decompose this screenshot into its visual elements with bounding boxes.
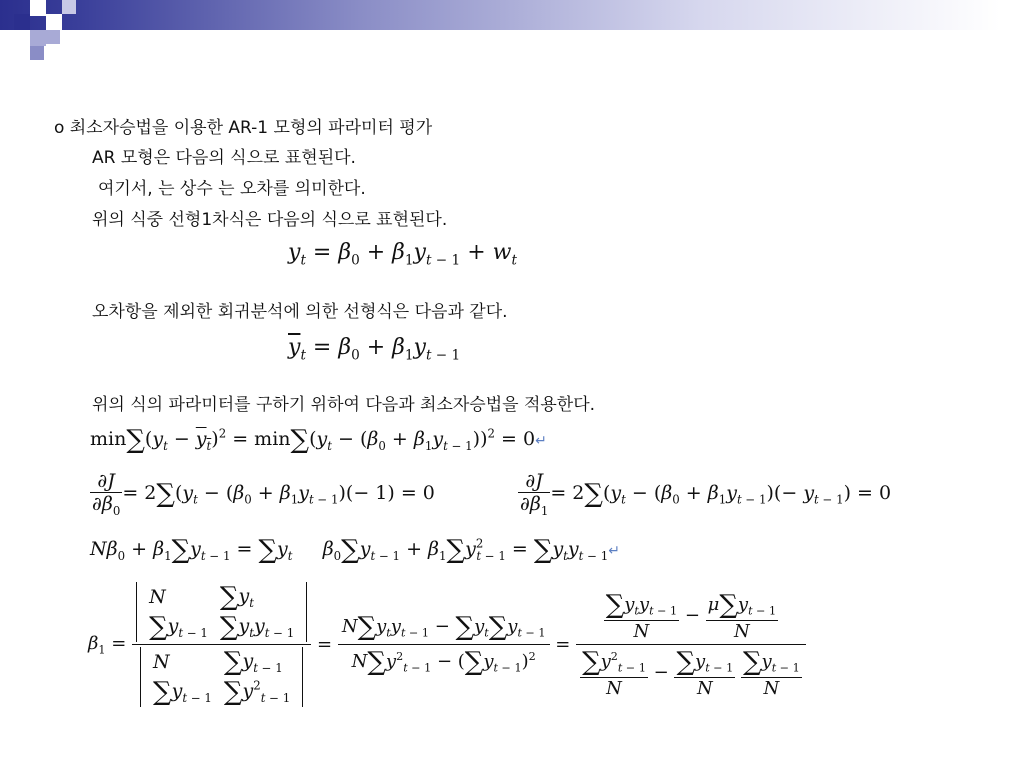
header-square-light: [30, 30, 46, 46]
equation-partial-beta1: $\frac{\partial J}{\partial\beta_1}$ = $2\sum(y_t - (\beta_0 + \beta_1y_{t - 1})(- y_{t - 1}) = 0$: [520, 470, 892, 518]
text-line: AR 모형은 다음의 식으로 표현된다.: [92, 148, 356, 168]
equation-beta1-solution: $\beta_1$ = N $\sum y_t$ $\sum y_{t - 1}$ $\sum y_ty_{t - 1}$ N $\sum y_{t - 1}$ $\sum y_{t - 1}$ $\sum y^2_{t - 1}$ = $N\sum y_ty_{t - 1} - \sum y_t\sum y_{t - 1}$ $N\sum y^2_{t - 1} - (\sum y_{t - 1})^2$ = $\frac{\sum y_ty_{t - 1}}{N}$ − $\frac{\mu\sum y_{t - 1}}{N}$ $\frac{\sum y^2_{t - 1}}{N}$ − $\frac{\sum y_{t - 1}}{N}$ $\frac{\sum y_{t - 1}}{N}$: [88, 580, 806, 709]
equation-regression-line: $\overline{y}_t = \beta_0 + \beta_1y_{t - 1}$: [288, 335, 461, 364]
section-title: o 최소자승법을 이용한 AR-1 모형의 파라미터 평가: [54, 118, 433, 138]
equation-normal-equations: $N\beta_0 + \beta_1\sum y_{t - 1} = \sum y_t$ $\beta_0\sum y_{t - 1} + \beta_1\sum y^2_{t - 1}$ = $\sum y_ty_{t - 1}↵$: [90, 535, 620, 565]
header-square-light: [62, 0, 76, 14]
equation-ar1-model: $y_t = \beta_0 + \beta_1y_{t - 1} + w_t$: [288, 240, 517, 269]
equation-partial-beta0: $\frac{\partial J}{\partial\beta_0}$ = $2\sum(y_t - (\beta_0 + \beta_1y_{t - 1})(- 1) = 0$: [92, 470, 435, 518]
text-line: 위의 식중 선형1차식은 다음의 식으로 표현된다.: [92, 210, 448, 230]
header-square-dark: [14, 14, 30, 30]
header-gradient-bar: [0, 0, 1024, 30]
header-square-light: [46, 14, 62, 30]
text-line: 오차항을 제외한 회귀분석에 의한 선형식은 다음과 같다.: [92, 302, 508, 322]
text-line: 여기서, 는 상수 는 오차를 의미한다.: [98, 179, 366, 199]
header-square-blue: [30, 46, 44, 60]
text-line: 위의 식의 파라미터를 구하기 위하여 다음과 최소자승법을 적용한다.: [92, 395, 596, 415]
header-square-light: [30, 0, 46, 16]
equation-least-squares-min: $\min\sum(y_t - y_t)^2 = \min\sum(y_t - (\beta_0 + \beta_1y_{t - 1}))^2$ = 0↵: [90, 425, 547, 455]
header-square-light: [46, 30, 60, 44]
